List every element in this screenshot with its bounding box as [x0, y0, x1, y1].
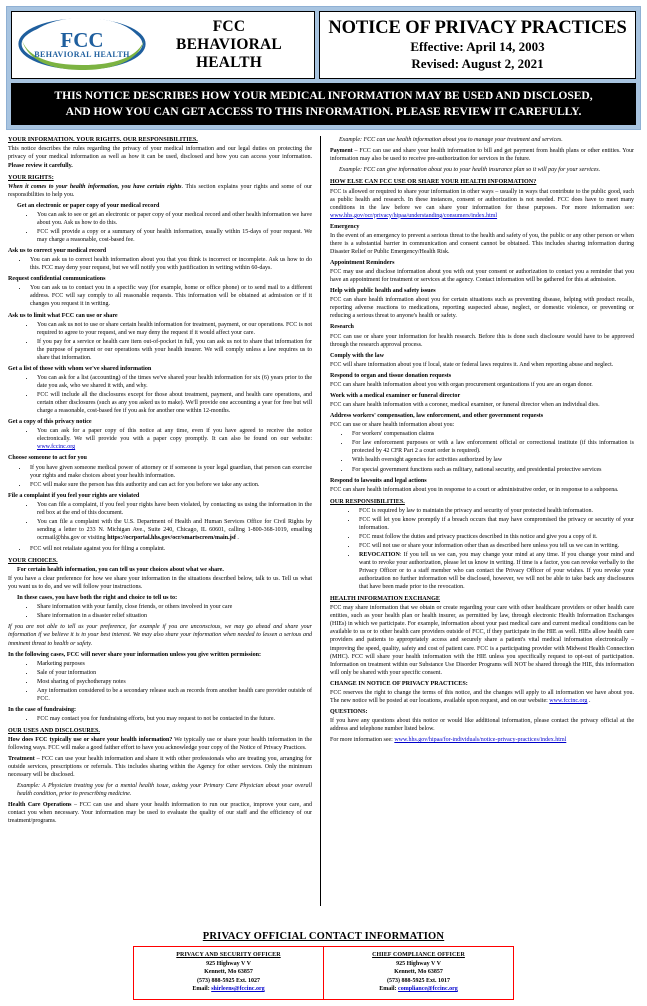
- heading-never-share: In the following cases, FCC will never share your information unless you give written permission:: [8, 651, 262, 658]
- list-our-responsibilities: [330, 507, 634, 591]
- contact-address: 925 Highway V V: [206, 960, 251, 967]
- text-payment-body: – FCC can use and share your health information to bill and get payment from health plans or other entities. Your information may also be used to receive pre-authorization for services in the future.: [330, 148, 634, 163]
- list-file-complaint: [8, 501, 312, 542]
- body-columns: [8, 136, 639, 896]
- para-medical-examiner: FCC can share health information with a coroner, medical examiner, or funeral director when an individual dies.: [330, 402, 600, 409]
- para-typical-use: [8, 736, 312, 752]
- text-typical-use-question: How does FCC typically use or share your health information?: [8, 737, 173, 744]
- heading-get-copy-record: Get an electronic or paper copy of your medical record: [17, 202, 160, 209]
- heading-medical-examiner: Work with a medical examiner or funeral director: [330, 393, 461, 399]
- list-item: • FCC will provide a copy or a summary of your health information, usually within 15-days of your request. We may charge a reasonable, cost-based fee.: [35, 228, 312, 244]
- text-treatment-body: – FCC can use your health information and share it with other professionals who are treating you, arranging for outside services, prescriptions or referrals. This includes sharing within the Agency for other services. Only the minimum necessary will be disclosed.: [8, 756, 312, 779]
- svg-text:BEHAVIORAL HEALTH: BEHAVIORAL HEALTH: [34, 50, 130, 59]
- text-review-carefully: Please review it carefully.: [8, 162, 73, 169]
- footer: [0, 931, 647, 1000]
- heading-lawsuits-legal-actions: Respond to lawsuits and legal actions: [330, 477, 427, 484]
- heading-how-else-can-fcc-use: HOW ELSE CAN FCC USE OR SHARE YOUR HEALTH INFORMATION?: [330, 179, 537, 186]
- text-hco-body: – FCC can use and share your health information to run our practice, improve your care, and contact you when necessary. Your information may be used to evaluate the quality of our staff and the efficiency of our treatment/programs.: [8, 802, 312, 825]
- list-no-retaliation: [8, 545, 312, 553]
- para-change-in-notice: [330, 689, 634, 705]
- list-item: • Share information in a disaster relief situation: [35, 612, 312, 620]
- heading-organ-donation: Respond to organ and tissue donation requests: [330, 372, 452, 379]
- list-get-copy-record: [8, 211, 312, 244]
- para-your-information: [8, 145, 312, 169]
- heading-shared-list: Get a list of those with whom we've shared information: [8, 365, 152, 372]
- contact-email-link[interactable]: shirleens@fccinc.org: [211, 986, 265, 993]
- text-typical-use-answer: We typically use or share your health information in the following ways. FCC will make a good faither effort to have you acknowledge your copy of the Notice of Privacy Practices.: [8, 737, 312, 752]
- para-your-rights: [8, 183, 312, 199]
- list-item: • FCC is required by law to maintain the privacy and security of your protected health information.: [357, 507, 634, 515]
- text-choices-lead: For certain health information, you can tell us your choices about what we share.: [17, 567, 224, 574]
- heading-confidential-communications: Request confidential communications: [8, 276, 106, 283]
- contact-city: Kennett, Mo 63857: [394, 969, 443, 976]
- list-item: • You can ask us not to use or share certain health information for treatment, payment, or our operations. FCC is not required to agree to your request, and we may deny the request if it would affect your care.: [35, 321, 312, 337]
- list-correct-record: [8, 256, 312, 272]
- heading-emergency: Emergency: [330, 223, 360, 230]
- list-item: • You can ask to see or get an electronic or paper copy of your medical record and other health information we have about you. Ask us how to do this.: [35, 211, 312, 227]
- text-complaint-ocr: You can file a complaint with the U.S. Department of Health and Human Services Office for Civil Rights by sending a letter to 233 N. Michigan Ave., Suite 240, Chicago, IL 60601, calling 1-800-368-1019, emailing ocrmail@hhs.gov or visiting: [37, 518, 312, 541]
- heading-fundraising: In the case of fundraising:: [8, 706, 77, 713]
- list-item: • If you pay for a service or health care item out-of-pocket in full, you can ask us not to share that information for the purpose of payment or our operations with your health insurer. We will comply unless a law requires us to share that information.: [35, 338, 312, 362]
- list-item: • FCC will not use or share your information other than as described here unless you tell us we can in writing.: [357, 542, 634, 550]
- left-column: [8, 136, 320, 896]
- para-how-else-body: [330, 188, 634, 220]
- header-band: [6, 6, 641, 130]
- para-emergency: In the event of an emergency to prevent a serious threat to the health and safety of you, the public or any other person or when there is a substantial barrier in communication and consent cannot be obtained. This includes sharing information during Disaster Relief or Public Emergency/Health Risk.: [330, 232, 634, 255]
- para-health-care-operations: [8, 801, 312, 825]
- text-rights-lead: When it comes to your health information, you have certain rights: [8, 183, 182, 190]
- example-treatment: Example: A Physician treating you for a mental health issue, asking your Primary Care Physician about your overall health condition, prior to prescribing medicine.: [17, 783, 312, 798]
- effective-date: Effective: April 14, 2003: [410, 39, 545, 54]
- contact-phone: (573) 888-5925 Ext. 1017: [387, 977, 450, 984]
- heading-public-health-safety: Help with public health and safety issues: [330, 288, 436, 295]
- list-item: • You can ask for a list (accounting) of the times we've shared your health information for six (6) years prior to the date you ask, who we shared it with, and why.: [35, 374, 312, 390]
- para-workers-comp-intro: FCC can use or share health information about you:: [330, 422, 455, 429]
- list-copy-of-notice: [8, 427, 312, 451]
- svg-text:FCC: FCC: [60, 28, 104, 52]
- logo-icon: [14, 14, 150, 76]
- list-item: • FCC will include all the disclosures except for those about treatment, payment, and health care operations, and certain other disclosures (such as any you asked us to make). We'll provide one accounting a year for free but will charge a reasonable, cost-based fee if you ask for another one within 12-months.: [35, 391, 312, 415]
- list-item: • Most sharing of psychotherapy notes: [35, 678, 312, 686]
- para-health-information-exchange: FCC may share information that we obtain or create regarding your care with other healthcare providers or other health care entities, such as your health plan or health insurer, as permitted by law, through electronic Health Information Exchanges (HIEs) in which we participate. For example, information about your past medical care and current medical conditions can be available to us or to other health care providers outside of FCC, if they participate in the HIE as well. HIEs allow health care providers and patients to appropriately access and securely share a patient's vital medical information electronically – improving the speed, quality, safety and cost of patient care. FCC is a participating provider with Midwest Health Connection (MHC). FCC will share your health information with the HIE unless you specifically request to opt-out of participation. Information on treatment within our Substance Use Disorder Programs will NOT be shared through the HIE, this information will only be shared with your specific consent.: [330, 605, 634, 676]
- example-manage-treatment: Example: FCC can use health information about you to manage your treatment and services.: [339, 137, 563, 144]
- list-item: • FCC will not retaliate against you for filing a complaint.: [28, 545, 312, 553]
- text-revocation-body: : If you tell us we can, you may change your mind at any time. If you change your mind and want to revoke your authorization, please let us know in writing. If time is a factor, you can revoke verbally to the Privacy Officer or to a staff member who can contact the Privacy Officer of your wishes. If you revoke your authorization no further information will be disclosed, however, we will not be able to take back any disclosures that have been made prior to the revocation.: [359, 552, 634, 591]
- text-treatment-label: Treatment: [8, 756, 35, 763]
- list-shared-list: [8, 374, 312, 415]
- text-how-else-body: FCC is allowed or required to share your information in other ways – usually in ways that contribute to the public good, such as public health and research. In these instances, consent or authorization is not needed. FCC does have to meet many conditions in the law before we can share your information for these purposes. For more information see:: [330, 188, 634, 211]
- heading-uses-disclosures: OUR USES AND DISCLOSURES.: [8, 728, 101, 735]
- notice-banner: [11, 83, 636, 125]
- para-public-health-safety: FCC can share health information about you for certain situations such as preventing disease, helping with product recalls, reporting adverse reactions to medications, reporting suspected abuse, neglect, or domestic violence, or preventing or reducing a serious threat to anyone's health or safety.: [330, 297, 634, 320]
- list-item: [357, 551, 634, 591]
- text-ocr-portal-url: https://ocrportal.hhs.gov/ocr/smartscreen/main.jsf: [107, 534, 236, 541]
- notice-title-box: [319, 11, 636, 79]
- para-comply-with-law: FCC will share information about you if local, state or federal laws requires it. And when reporting abuse and neglect.: [330, 361, 614, 368]
- fcc-behavioral-health-logo: [14, 14, 150, 76]
- heading-your-information: YOUR INFORMATION. YOUR RIGHTS. OUR RESPONSIBILITIES.: [8, 137, 198, 144]
- contact-role: PRIVACY AND SECURITY OFFICER: [176, 952, 281, 959]
- list-limit-use-share: [8, 321, 312, 362]
- organization-name: FCC BEHAVIORAL HEALTH: [176, 17, 282, 72]
- list-item: [35, 518, 312, 542]
- text-rights-body: . This section explains your rights and some of our responsibilities to help you.: [8, 183, 312, 198]
- list-item: • FCC will make sure the person has this authority and can act for you before we take any action.: [28, 481, 312, 489]
- contact-phone: (573) 888-5925 Ext. 1027: [197, 977, 260, 984]
- heading-questions: QUESTIONS:: [330, 708, 368, 715]
- list-item: • You can ask us to contact you in a specific way (for example, home or office phone) or to send mail to a different address. FCC will say comply to all reasonable requests. This information will be obtained at admission or if it changes you request it in writing.: [28, 284, 312, 308]
- para-organ-donation: FCC can share health information about you with organ procurement organizations if you are an organ donor.: [330, 381, 593, 388]
- heading-change-in-notice: CHANGE IN NOTICE OF PRIVACY PRACTICES:: [330, 680, 468, 687]
- list-item: • FCC will let you know promptly if a breach occurs that may have compromised the privacy or security of your information.: [357, 516, 634, 532]
- contact-card-compliance-officer: [323, 947, 513, 999]
- list-item: [35, 427, 312, 451]
- list-item: • With health oversight agencies for activities authorized by law: [350, 456, 634, 464]
- text-complaint-period: .: [235, 534, 239, 541]
- heading-correct-record: Ask us to correct your medical record: [8, 248, 107, 255]
- link-hhs-consumers[interactable]: www.hhs.gov/ocr/privacy/hipaa/understanding/consumers/index.html: [330, 212, 498, 219]
- contact-card-privacy-officer: [134, 947, 323, 999]
- list-item: • FCC may contact you for fundraising efforts, but you may request to not be contacted in the future.: [35, 715, 312, 723]
- text-copy-notice: You can ask for a paper copy of this notice at any time, even if you have agreed to receive the notice electronically. We will provide you with a paper copy promptly. It can also be found on our website:: [37, 428, 312, 443]
- list-item: • Any information considered to be a secondary release such as records from another health care provider outside of FCC.: [35, 687, 312, 703]
- link-hhs-notice-privacy-practices[interactable]: www.hhs.gov/hipaa/for-individuals/notice-privacy-practices/index.html: [394, 737, 567, 744]
- list-item: • FCC must follow the duties and privacy practices described in this notice and give you a copy of it.: [357, 533, 634, 541]
- link-fccinc-website-2[interactable]: www.fccinc.org: [549, 697, 588, 704]
- para-choices-lead: [8, 566, 312, 574]
- para-lawsuits-legal-actions: FCC can share health information about you in response to a court or administrative order, or in response to a subpoena.: [330, 486, 619, 493]
- para-choices-body: If you have a clear preference for how we share your information in the situations described below, talk to us. Tell us what you want us to do, and we will follow your instructions.: [8, 576, 312, 591]
- heading-appointment-reminders: Appointment Reminders: [330, 259, 395, 266]
- list-item: • For special government functions such as military, national security, and presidential protective services: [350, 466, 634, 474]
- heading-copy-of-notice: Get a copy of this privacy notice: [8, 419, 92, 426]
- heading-your-rights: YOUR RIGHTS:: [8, 174, 54, 181]
- list-item: • For law enforcement purposes or with a law enforcement official or correctional institute (if this information is protected by 42 CFR Part 2 a court order is required).: [350, 439, 634, 455]
- list-in-these-cases: [8, 603, 312, 620]
- para-questions: If you have any questions about this notice or would like additional information, please contact the privacy official at the address and telephone number listed below.: [330, 718, 634, 733]
- header-top-row: [11, 11, 636, 79]
- example-payment: Example: FCC can give information about you to your health insurance plan so it will pay for your services.: [339, 167, 601, 174]
- contact-boxes: [133, 946, 514, 1000]
- right-column: [321, 136, 634, 896]
- contact-email-link[interactable]: compliance@fccinc.org: [398, 986, 458, 993]
- text-your-information: This notice describes the rules regarding the privacy of your medical information and our legal duties on protecting the privacy of your medical information as well as how it can be used, disclosed and how you can access your information.: [8, 146, 312, 161]
- heading-in-these-cases: In these cases, you have both the right and choice to tell us to:: [17, 595, 178, 602]
- heading-limit-use-share: Ask us to limit what FCC can use or share: [8, 312, 118, 319]
- contact-role: CHIEF COMPLIANCE OFFICER: [372, 952, 465, 959]
- para-appointment-reminders: FCC may use and disclose information about you with out your consent or authorization to contact you a reminder that you have an appointment for treatment or services at the agency. Contact information will be gathered for this at admission.: [330, 269, 634, 284]
- heading-health-information-exchange: HEALTH INFORMATION EXCHANGE: [330, 596, 441, 603]
- contact-address: 925 Highway V V: [396, 960, 441, 967]
- list-item: • Share information with your family, close friends, or others involved in your care: [35, 603, 312, 611]
- list-item: • Marketing purposes: [35, 660, 312, 668]
- footer-title: PRIVACY OFFICIAL CONTACT INFORMATION: [202, 931, 445, 943]
- contact-city: Kennett, Mo 63857: [204, 969, 253, 976]
- contact-email-label: Email:: [379, 986, 399, 993]
- para-treatment: [8, 755, 312, 779]
- list-confidential-communications: [8, 284, 312, 308]
- contact-email-label: Email:: [192, 986, 212, 993]
- notice-banner-line-1: THIS NOTICE DESCRIBES HOW YOUR MEDICAL INFORMATION MAY BE USED AND DISCLOSED,: [54, 89, 593, 102]
- para-more-information: [330, 736, 634, 744]
- notice-title: NOTICE OF PRIVACY PRACTICES: [328, 17, 627, 38]
- text-change-notice-end: .: [587, 697, 591, 704]
- heading-file-complaint: File a complaint if you feel your rights are violated: [8, 492, 140, 499]
- notice-banner-line-2: AND HOW YOU CAN GET ACCESS TO THIS INFORMATION. PLEASE REVIEW IT CAREFULLY.: [65, 104, 582, 118]
- privacy-notice-page: [0, 6, 647, 1006]
- para-research: FCC can use or share your information for health research. Before this is done such disclosure would have to be approved through the research approval process.: [330, 333, 634, 348]
- list-fundraising: [8, 715, 312, 723]
- heading-research: Research: [330, 324, 354, 331]
- contact-email-row: [326, 985, 511, 994]
- organization-header-box: [11, 11, 315, 79]
- heading-workers-comp-law-enforcement: Address workers' compensation, law enforcement, and other government requests: [330, 413, 544, 420]
- contact-email-row: [136, 985, 321, 994]
- para-payment: [330, 147, 634, 163]
- text-revocation-label: REVOCATION: [359, 552, 400, 559]
- text-more-information: For more information see:: [330, 737, 395, 744]
- list-item: • If you have given someone medical power of attorney or if someone is your legal guardian, that person can exercise your rights and make choices about your health information.: [28, 464, 312, 480]
- text-hco-label: Health Care Operations: [8, 802, 72, 809]
- heading-your-choices: YOUR CHOICES.: [8, 557, 58, 564]
- link-fccinc-website[interactable]: www.fccinc.org: [37, 444, 76, 451]
- list-item: • Sale of your information: [35, 669, 312, 677]
- list-choose-someone: [8, 464, 312, 489]
- list-item: • You can ask us to correct health information about you that you think is incorrect or incomplete. Ask us how to do this. FCC may deny your request, but we will notify you with justification in writing within 60-days.: [28, 256, 312, 272]
- list-item: • For workers' compensation claims: [350, 430, 634, 438]
- list-government-requests: [330, 430, 634, 473]
- list-never-share: [8, 660, 312, 703]
- text-payment-label: Payment: [330, 148, 353, 155]
- revised-date: Revised: August 2, 2021: [411, 55, 544, 71]
- para-unable-to-tell-preference: If you are not able to tell us your preference, for example if you are unconscious, we may go ahead and share your information if we believe it is in your best interest. We may also share your information when needed to lessen a serious and imminent threat to health or safety.: [8, 624, 312, 647]
- text-change-notice-body: FCC reserves the right to change the terms of this notice, and the changes will apply to all information we have about you. The new notice will be posted at our locations, available upon request, and on our website:: [330, 689, 634, 704]
- heading-choose-someone: Choose someone to act for you: [8, 455, 87, 462]
- list-item: • You can file a complaint, if you feel your rights have been violated, by contacting us using the information in the red box at the end of this document.: [35, 501, 312, 517]
- heading-our-responsibilities: OUR RESPONSIBILITIES.: [330, 498, 405, 505]
- heading-comply-with-law: Comply with the law: [330, 352, 384, 359]
